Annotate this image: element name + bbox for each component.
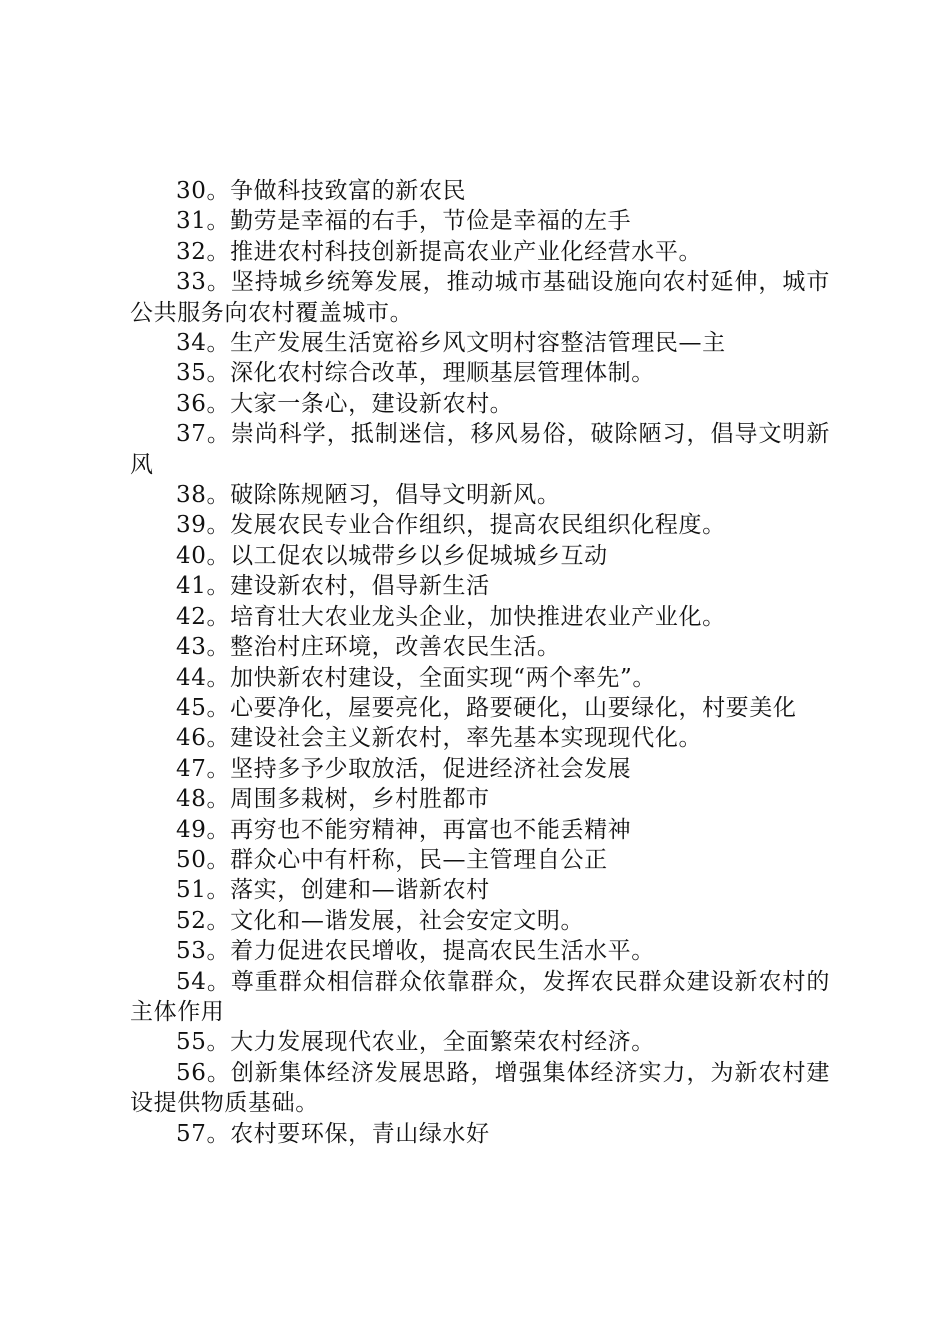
document-body (130, 176, 830, 1149)
slogan-paragraph-36: 36。大家一条心，建设新农村。 (176, 390, 514, 417)
slogan-paragraph-34: 34。生产发展生活宽裕乡风文明村容整洁管理民—主 (176, 330, 726, 357)
slogan-paragraph-48: 48。周围多栽树，乡村胜都市 (176, 786, 490, 813)
slogan-paragraph-41: 41。建设新农村，倡导新生活 (176, 573, 490, 600)
slogan-paragraph-57: 57。农村要环保，青山绿水好 (176, 1120, 490, 1147)
slogan-paragraph-40: 40。以工促农以城带乡以乡促城城乡互动 (176, 542, 608, 569)
slogan-paragraph-30: 30。争做科技致富的新农民 (176, 178, 467, 204)
slogan-paragraph-49: 49。再穷也不能穷精神，再富也不能丢精神 (176, 816, 632, 843)
slogan-paragraph-52: 52。文化和—谐发展，社会安定文明。 (176, 907, 585, 934)
slogan-paragraph-44: 44。加快新农村建设，全面实现“两个率先”。 (176, 664, 656, 691)
slogan-paragraph-50: 50。群众心中有杆称，民—主管理自公正 (176, 846, 608, 873)
slogan-paragraph-45: 45。心要净化，屋要亮化，路要硬化，山要绿化，村要美化 (176, 694, 797, 721)
slogan-paragraph-31: 31。勤劳是幸福的右手，节俭是幸福的左手 (176, 208, 632, 235)
slogan-paragraph-47: 47。坚持多予少取放活，促进经济社会发展 (176, 755, 632, 782)
slogan-paragraph-51: 51。落实，创建和—谐新农村 (176, 877, 490, 904)
slogan-paragraph-55: 55。大力发展现代农业，全面繁荣农村经济。 (176, 1029, 655, 1056)
slogan-paragraph-42: 42。培育壮大农业龙头企业，加快推进农业产业化。 (176, 603, 726, 630)
slogan-paragraph-53: 53。着力促进农民增收，提高农民生活水平。 (176, 938, 655, 965)
slogan-paragraph-38: 38。破除陈规陋习，倡导文明新风。 (176, 482, 561, 509)
slogan-paragraph-56: 56。创新集体经济发展思路，增强集体经济实力，为新农村建设提供物质基础。 (130, 1059, 830, 1117)
slogan-paragraph-35: 35。深化农村综合改革，理顺基层管理体制。 (176, 360, 655, 387)
slogan-paragraph-32: 32。推进农村科技创新提高农业产业化经营水平。 (176, 238, 703, 265)
slogan-paragraph-43: 43。整治村庄环境，改善农民生活。 (176, 634, 561, 661)
slogan-paragraph-46: 46。建设社会主义新农村，率先基本实现现代化。 (176, 725, 703, 752)
slogan-paragraph-37: 37。崇尚科学，抵制迷信，移风易俗，破除陋习，倡导文明新风 (130, 421, 830, 478)
slogan-paragraph-54: 54。尊重群众相信群众依靠群众，发挥农民群众建设新农村的主体作用 (130, 968, 830, 1025)
slogan-paragraph-33: 33。坚持城乡统筹发展，推动城市基础设施向农村延伸，城市公共服务向农村覆盖城市。 (130, 269, 830, 326)
slogan-paragraph-39: 39。发展农民专业合作组织，提高农民组织化程度。 (176, 512, 726, 539)
